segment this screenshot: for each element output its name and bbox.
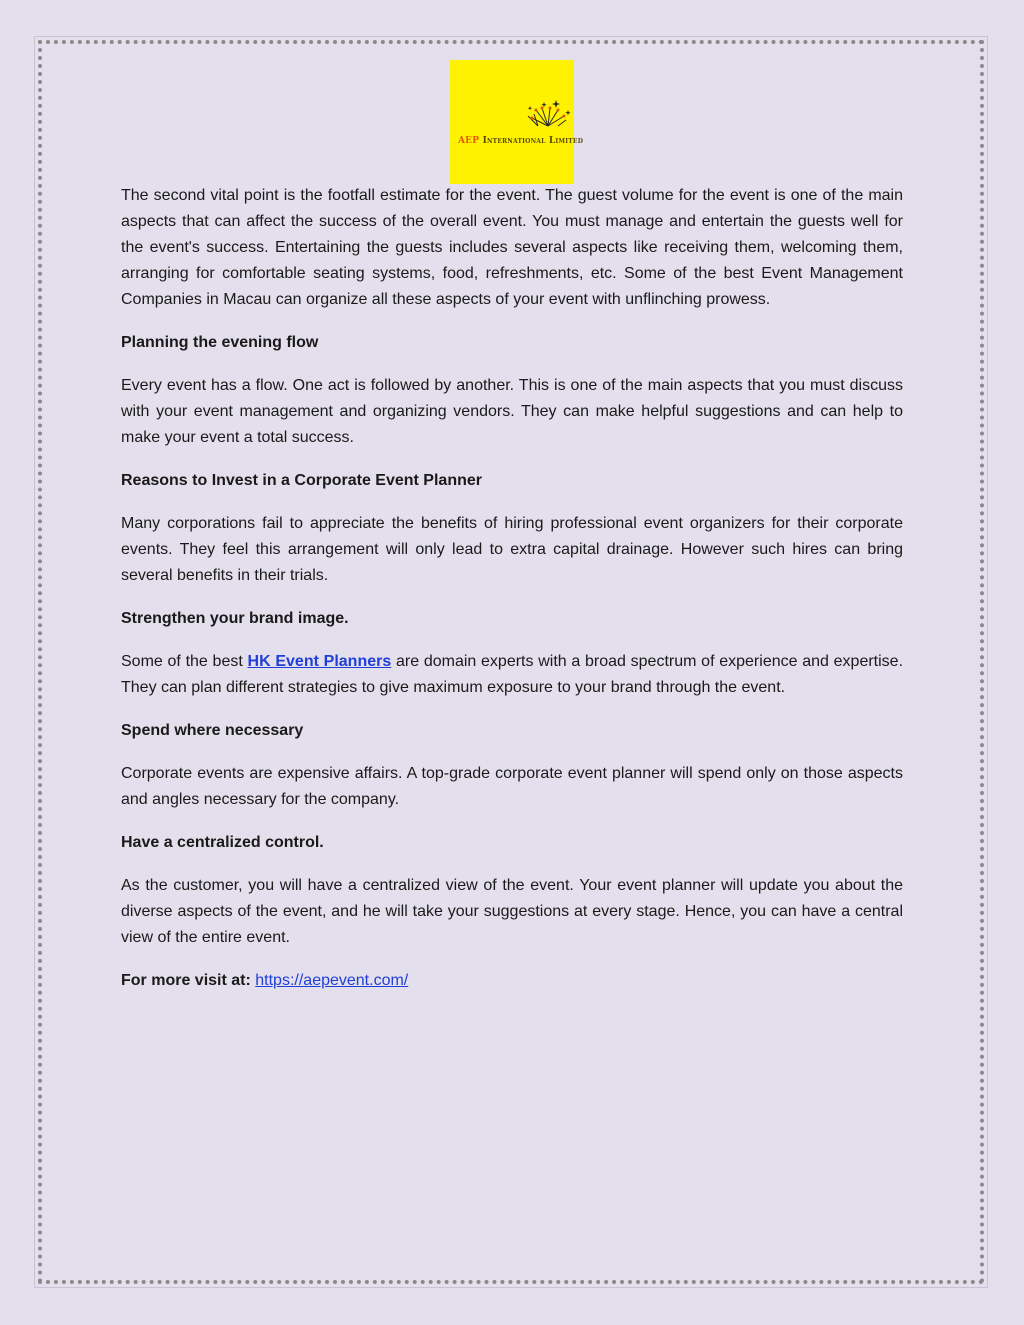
company-logo bbox=[450, 60, 584, 184]
heading-reasons: Reasons to Invest in a Corporate Event Planner bbox=[121, 472, 482, 489]
paragraph-brand-image bbox=[121, 649, 903, 701]
heading-evening-flow: Planning the evening flow bbox=[121, 334, 319, 351]
heading-centralized-control: Have a centralized control. bbox=[121, 834, 324, 851]
more-info-label: For more visit at: bbox=[121, 972, 251, 989]
paragraph-spend: Corporate events are expensive affairs. A top-grade corporate event planner will spend only on those aspects and angles necessary for the company. bbox=[121, 765, 903, 808]
paragraph-evening-flow: Every event has a flow. One act is followed by another. This is one of the main aspects that you must discuss with your event management and organizing vendors. They can make helpful suggestions and can help to make your event a total success. bbox=[121, 377, 903, 446]
heading-brand-image: Strengthen your brand image. bbox=[121, 610, 349, 627]
heading-spend: Spend where necessary bbox=[121, 722, 304, 739]
hk-event-planners-link[interactable]: HK Event Planners bbox=[247, 653, 392, 670]
paragraph-reasons: Many corporations fail to appreciate the benefits of hiring professional event organizers for their corporate events. They feel this arrangement will only lead to extra capital drainage. However such hires can bring several benefits in their trials. bbox=[121, 515, 903, 584]
logo-name: International Limited bbox=[482, 136, 584, 146]
website-link[interactable]: https://aepevent.com/ bbox=[255, 972, 409, 989]
fireworks-icon bbox=[450, 60, 574, 184]
paragraph-footfall: The second vital point is the footfall estimate for the event. The guest volume for the event is one of the main aspects that can affect the success of the overall event. You must manage and entertain the guests well for the event's success. Entertaining the guests includes several aspects like receiving them, welcoming them, arranging for comfortable seating systems, food, refreshments, etc. Some of the best Event Management Companies in Macau can organize all these aspects of your event with unflinching prowess. bbox=[121, 187, 903, 308]
logo-wordmark bbox=[458, 136, 583, 146]
logo-abbr: AEP bbox=[458, 136, 480, 146]
more-info-line bbox=[121, 968, 903, 994]
brand-text-post: are domain experts with a broad spectrum of experience and expertise. They can plan different strategies to give maximum exposure to your brand through the event. bbox=[121, 653, 904, 696]
brand-text-pre: Some of the best bbox=[121, 653, 248, 670]
article-body bbox=[121, 183, 903, 1011]
paragraph-centralized-control: As the customer, you will have a centralized view of the event. Your event planner will update you about the diverse aspects of the event, and he will take your suggestions at every stage. Hence, you can have a central view of the entire event. bbox=[121, 877, 903, 946]
